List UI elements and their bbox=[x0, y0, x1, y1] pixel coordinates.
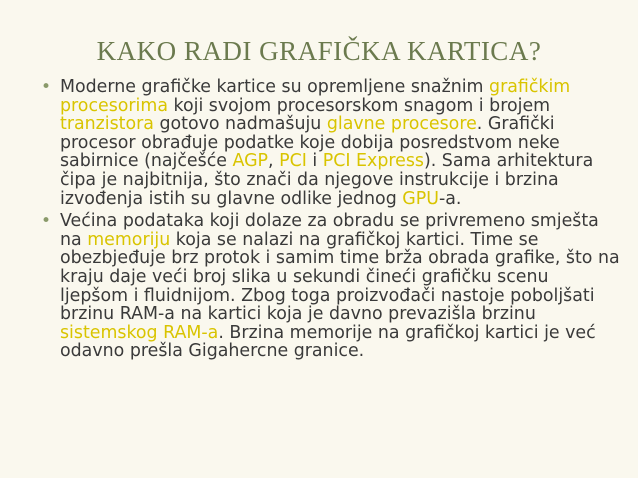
link-tranzistor[interactable]: tranzistora bbox=[60, 114, 154, 135]
bullet-text: Većina podataka koji dolaze za obradu se privremeno smješta na memoriju koja se nalazi na grafičkoj kartici. Time se obezbjeđuje brz protok i samim time brža obrada grafike, što na kraju daje veći broj slika u sekundi čineći grafičku scenu ljepšom i fluidnijom. Zbog toga proizvođači nastoje poboljšati brzinu RAM-a na kartici koja je davno prevazišla brzinu sistemskog RAM-a. Brzina memorije na grafičkoj kartici je već odavno prešla Gigahercne granice. bbox=[60, 211, 620, 362]
link-memorija[interactable]: memoriju bbox=[87, 229, 171, 250]
link-sistemski-ram[interactable]: sistemskog RAM-a bbox=[60, 322, 219, 343]
link-agp[interactable]: AGP bbox=[232, 151, 269, 172]
link-pci-express[interactable]: PCI Express bbox=[322, 151, 424, 172]
link-graficki-procesori[interactable]: grafičkim procesorima bbox=[60, 77, 571, 116]
slide-title: KAKO RADI GRAFIČKA KARTICA? bbox=[96, 36, 542, 66]
bullet-list bbox=[40, 78, 620, 365]
bullet-dot-icon: • bbox=[41, 211, 52, 232]
bullet-dot-icon: • bbox=[41, 77, 52, 97]
link-glavni-procesor[interactable]: glavne procesore bbox=[326, 114, 477, 135]
link-pci[interactable]: PCI bbox=[279, 151, 307, 172]
bullet-item bbox=[40, 78, 620, 208]
link-gpu[interactable]: GPU bbox=[402, 188, 439, 209]
bullet-item bbox=[40, 212, 620, 361]
bullet-text: Moderne grafičke kartice su opremljene snažnim grafičkim procesorima koji svojom procesorskom snagom i brojem tranzistora gotovo nadmašuju glavne procesore. Grafički procesor obrađuje podatke koje dobija posredstvom neke sabirnice (najčešće AGP, PCI i PCI Express). Sama arhitektura čipa je najbitnija, što znači da njegove instrukcije i brzina izvođenja istih su glavne odlike jednog GPU-a. bbox=[60, 77, 594, 209]
